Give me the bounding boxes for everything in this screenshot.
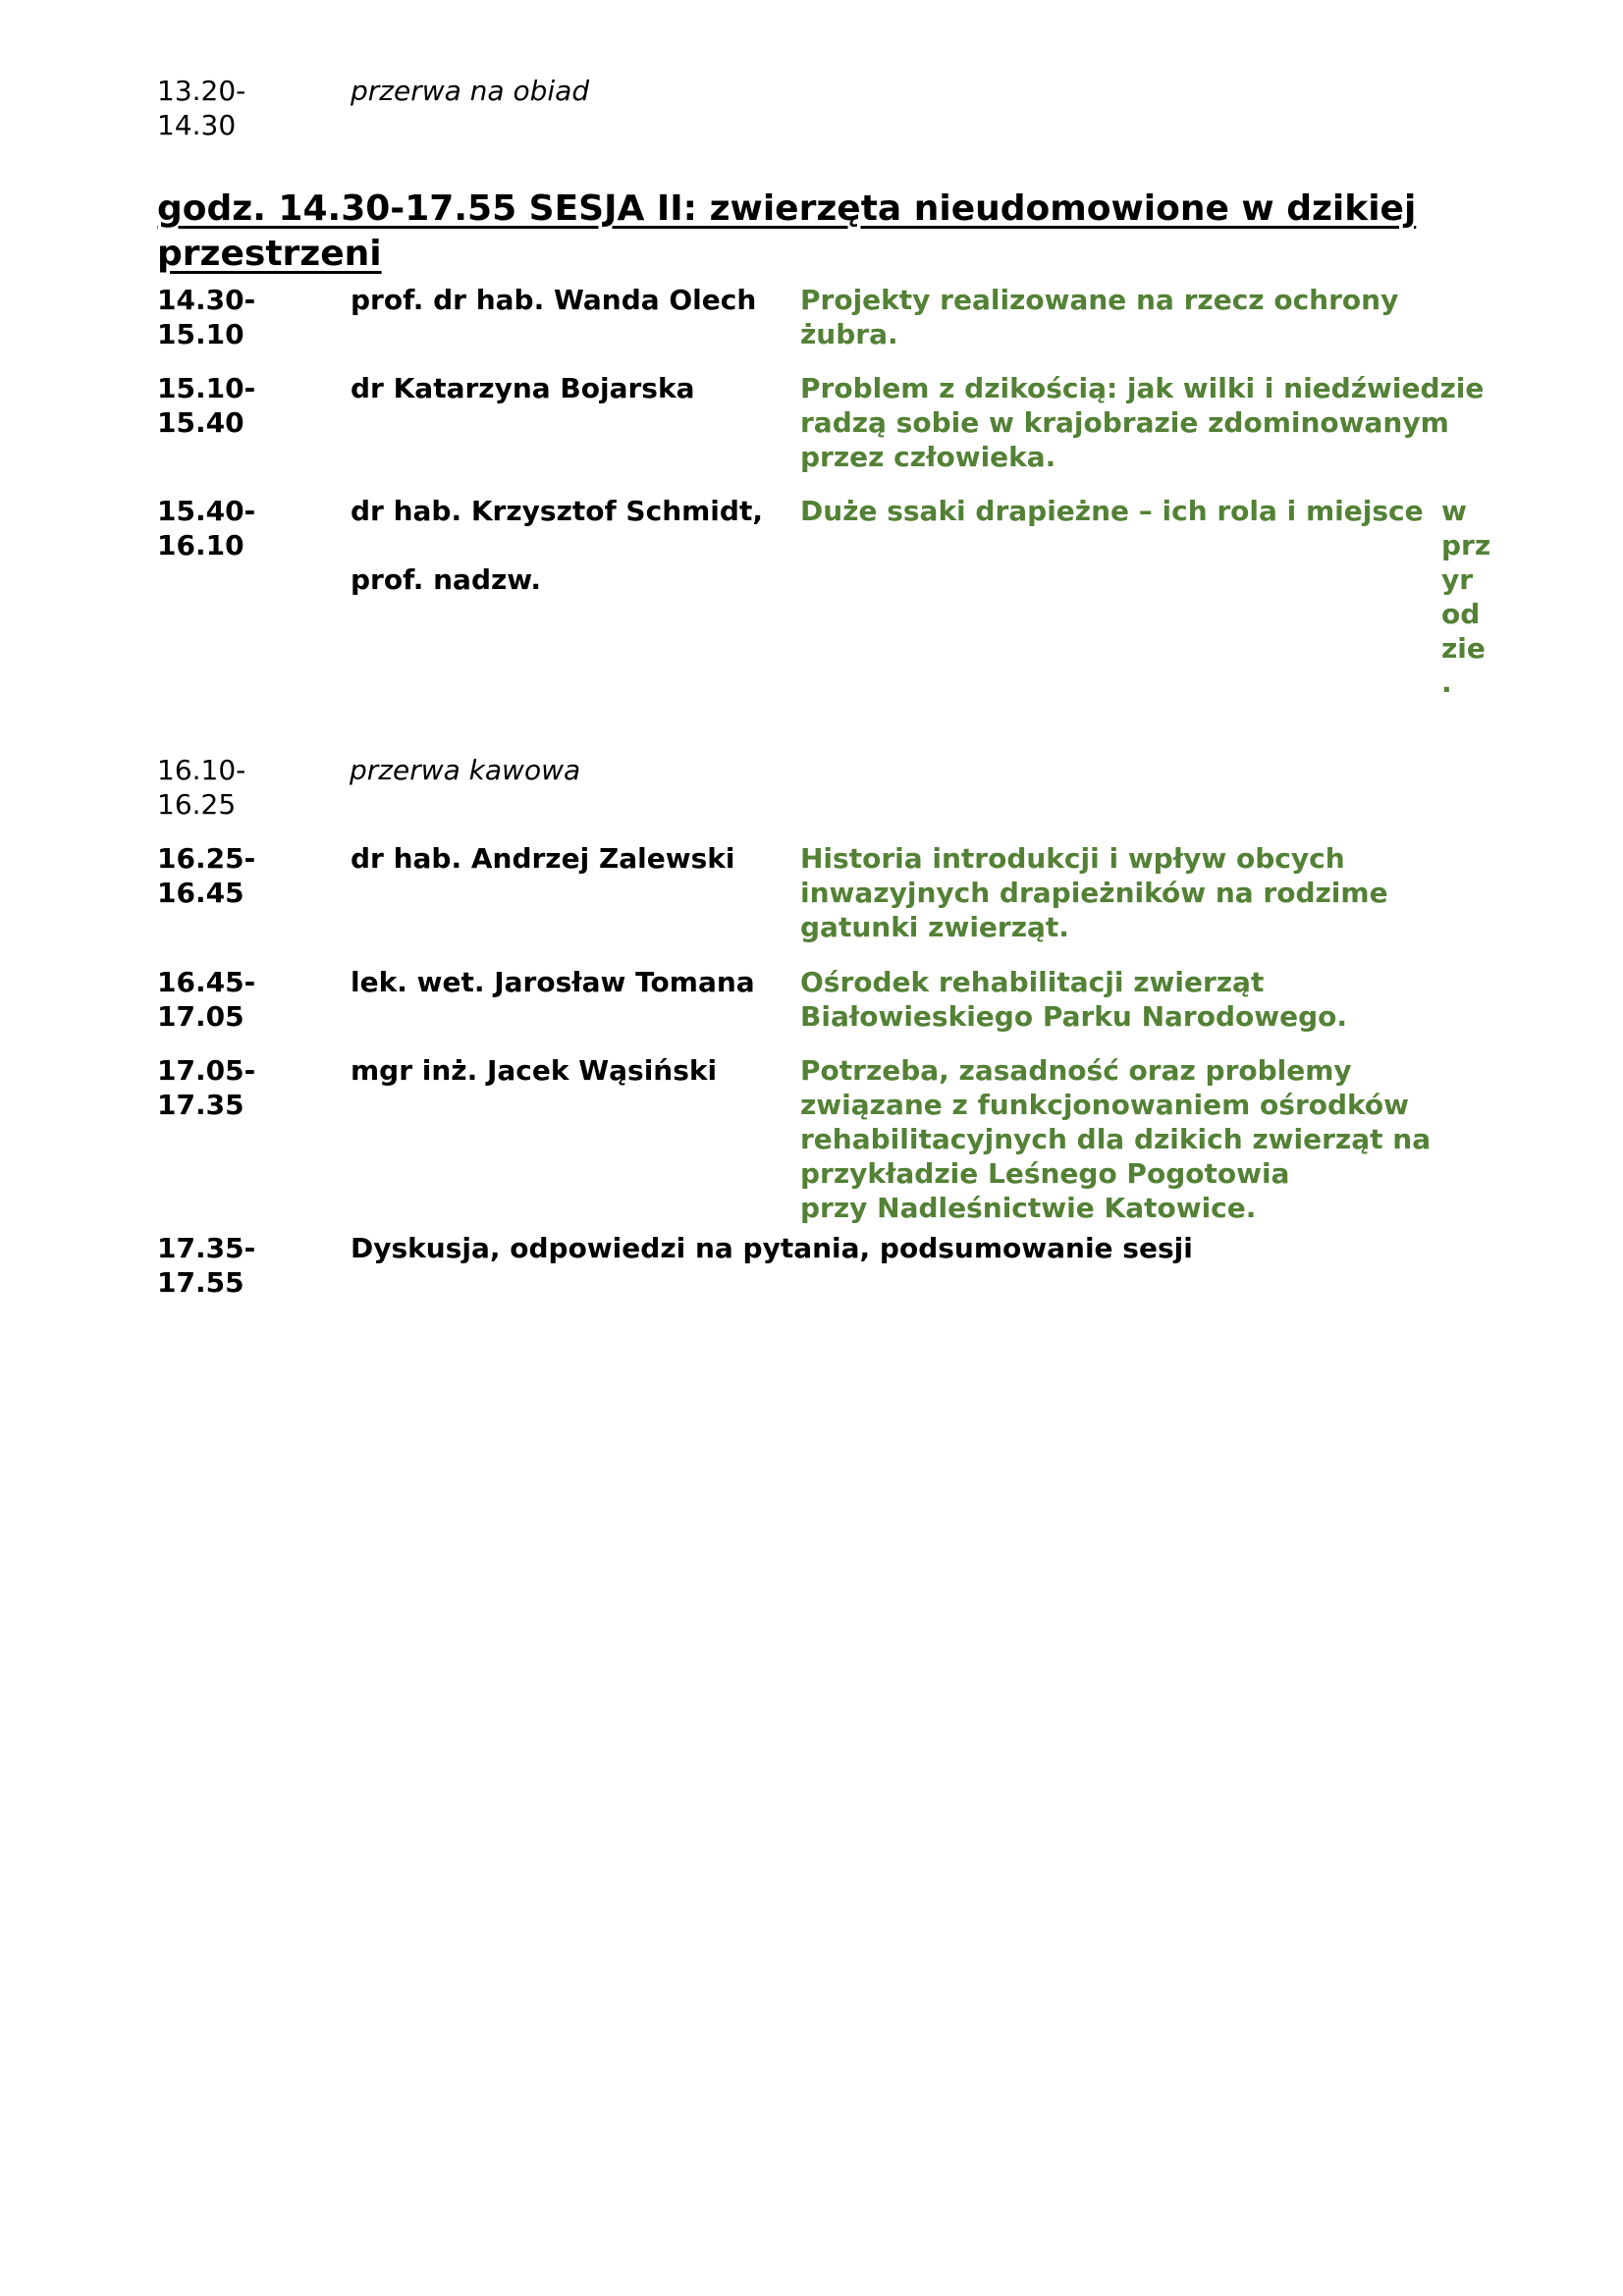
talk-2-topic: Problem z dzikością: jak wilki i niedźwiedzie radzą sobie w krajobrazie zdominowanym przez człowieka. [800,372,1485,473]
talk-2-speaker: dr Katarzyna Bojarska [351,372,695,404]
break-lunch-label: przerwa na obiad [351,75,590,107]
talk-3-topic: Duże ssaki drapieżne – ich rola i miejsce [800,495,1424,527]
talk-5-speaker: lek. wet. Jarosław Tomana [351,966,755,998]
session-heading: godz. 14.30-17.55 SESJA II: zwierzęta nieudomowione w dzikiej przestrzeni [157,188,1417,274]
talk-3-speaker: dr hab. Krzysztof Schmidt, prof. nadzw. [351,495,763,596]
talk-6-speaker: mgr inż. Jacek Wąsiński [351,1054,718,1087]
talk-3-topic-overflow: w prz yr od zie . [1441,495,1491,699]
discussion-label: Dyskusja, odpowiedzi na pytania, podsumowanie sesji [351,1232,1193,1264]
break-lunch-time: 13.20- 14.30 [157,75,246,141]
talk-2-time: 15.10- 15.40 [157,372,256,439]
talk-1-time: 14.30- 15.10 [157,284,256,350]
talk-5-topic: Ośrodek rehabilitacji zwierząt Białowieskiego Parku Narodowego. [800,966,1348,1033]
talk-1-speaker: prof. dr hab. Wanda Olech [351,284,757,316]
talk-1-topic: Projekty realizowane na rzecz ochrony żubra. [800,284,1399,350]
talk-3-time: 15.40- 16.10 [157,495,256,561]
talk-6-time: 17.05- 17.35 [157,1054,256,1121]
talk-4-topic: Historia introdukcji i wpływ obcych inwazyjnych drapieżników na rodzime gatunki zwierząt. [800,842,1388,943]
talk-6-topic: Potrzeba, zasadność oraz problemy związane z funkcjonowaniem ośrodków rehabilitacyjnych dla dzikich zwierząt na przykładzie Leśnego Pogotowia przy Nadleśnictwie Katowice. [800,1054,1432,1224]
talk-5-time: 16.45- 17.05 [157,966,256,1033]
talk-4-time: 16.25- 16.45 [157,842,256,909]
talk-4-speaker: dr hab. Andrzej Zalewski [351,842,735,875]
break-coffee-time: 16.10- 16.25 [157,754,246,821]
discussion-time: 17.35- 17.55 [157,1232,256,1299]
break-coffee-label: przerwa kawowa [350,754,581,786]
